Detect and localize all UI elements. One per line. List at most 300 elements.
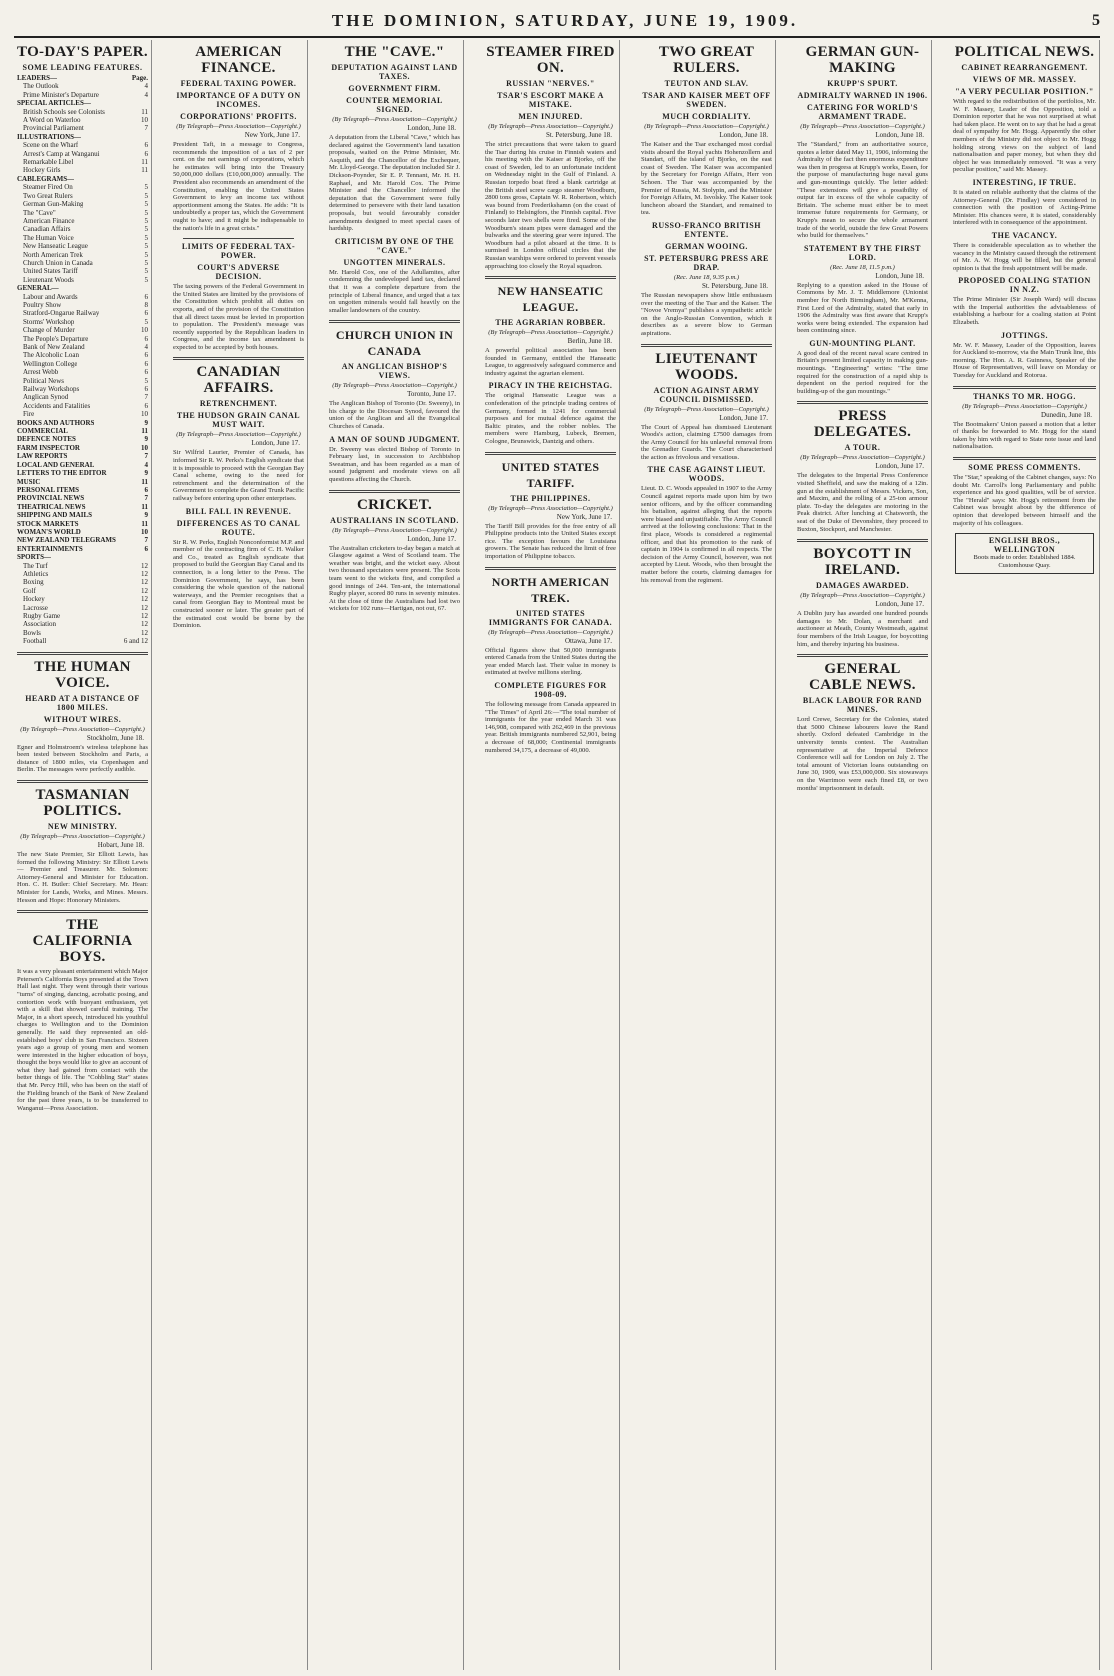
index-page: 7 (144, 494, 148, 503)
steamer-fired-heading: STEAMER FIRED ON. (486, 44, 615, 76)
index-entry (17, 469, 148, 477)
article-body: The new State Premier, Sir Elliott Lewis, has formed the following Ministry: Sir Elliott Lewis — Premier and Treasurer. Mr. Solomon: Attorney-General and Minister for Education. Hon. C. H. Butler: Chief Secretary. Mr. Hean: Minister for Lands, Works, and Mines. Messrs. Hesson and Hope: Honorary Ministers. (17, 851, 148, 904)
index-page: 5 (144, 275, 148, 284)
dateline: London, June 18. (875, 131, 924, 139)
divider (329, 320, 460, 323)
dateline: Stockholm, June 18. (86, 733, 144, 742)
subheading: CRITICISM BY ONE OF THE "CAVE." (334, 236, 455, 255)
index-page: 10 (141, 410, 148, 419)
article-body: President Taft, in a message to Congress, recommends the imposition of a tax of 2 per cent. on the net earnings of corporations, which he estimates will bring into the Treasury 50,000,000 dollars (£10,000,000) annually. The President also recommends an amendment of the Constitution, enabling the United States Government to levy an income tax without apportionment among the States. He adds: "It is undoubtedly a proper tax, which the Government ought to have; and it might be indispensable to the nation's life in a great crisis." (173, 141, 304, 232)
subheading: A TOUR. (844, 443, 881, 453)
index-page: 4 (144, 343, 148, 351)
index-label: The "Cave" (23, 208, 56, 217)
canadian-affairs-heading: CANADIAN AFFAIRS. (196, 364, 281, 397)
dateline: Ottawa, June 17. (564, 636, 612, 645)
credit-line: (By Telegraph—Press Association—Copyright.) (800, 592, 925, 600)
human-voice-sub2: WITHOUT WIRES. (43, 714, 122, 724)
index-entry (17, 444, 148, 452)
index-page: 12 (141, 595, 148, 604)
divider (797, 654, 928, 657)
ad-title: ENGLISH BROS., WELLINGTON (988, 536, 1061, 554)
index-label: The Turf (23, 561, 48, 570)
index-page: 6 (144, 309, 148, 318)
article-body: The Australian cricketers to-day began a match at Glasgow against a West of Scotland team. The weather was bright, and the wicket easy. About two thousand spectators were present. The Scots team went to the wickets first, and compiled a good innings of 244. Ten-ant, the international Rugby player, scored 80 runs in seventy minutes. At the close of time the Australians had lost two wickets for 102 runs—Hartigan, not out, 67. (329, 544, 460, 613)
subheading: UNGOTTEN MINERALS. (343, 257, 446, 267)
article-body: The Tariff Bill provides for the free entry of all Philippine products into the United States except rice. The exception favours the Louisiana growers. The Senate has reduced the limit of free importation of Philippine tobacco. (485, 522, 616, 560)
index-page: 5 (144, 242, 148, 251)
index-page: 5 (144, 216, 148, 225)
index-entry (17, 343, 148, 351)
index-page: 7 (144, 393, 148, 402)
index-label: ENTERTAINMENTS (17, 544, 83, 553)
index-page: 4 (144, 460, 148, 469)
article-body: Egner and Holmstroem's wireless telephone has been tested between Stockholm and Paris, a distance of 1800 miles, via Copenhagen and Berlin. The messages were perfectly audible. (17, 743, 148, 774)
index-label: Arrest's Camp at Wanganui (23, 149, 100, 158)
index-entry (17, 419, 148, 427)
article-body: It was a very pleasant entertainment which Major Petersen's California Boys presented at the Town Hall last night. They went through their various "turns" of singing, dancing, acrobatic posing, and contortion work with buoyant enthusiasm, yet with a skill that showed careful training. The Major, in a short speech, introduced his youthful charges to Wellington and to the Dominion generally. He said they represented an old-established boys' club in San Francisco. Sixteen years ago a group of young men and women were interested in the higher education of boys, thought the boys would like to give an account of what they had gained from contact with the better things of life. The "Cohbling Star" states that Mr. Percy Hill, who has been on the staff of the Fielding branch of the Bank of New Zealand for the past three years, is to be transferred to Wanganui—Press Association. (17, 968, 148, 1112)
index-entry (17, 553, 148, 561)
index-page: 6 (144, 141, 148, 150)
index-page: 11 (141, 166, 148, 175)
index-page: 4 (144, 90, 148, 99)
cricket-heading: CRICKET. (356, 496, 433, 513)
features-subheading: SOME LEADING FEATURES. (22, 63, 143, 72)
index-entry (17, 150, 148, 158)
index-label: Accidents and Fatalities (23, 401, 91, 410)
index-entry (17, 595, 148, 603)
index-label: LEADERS— (17, 74, 58, 82)
index-page: 6 (144, 351, 148, 360)
index-entry (17, 192, 148, 200)
index-label: Anglican Synod (23, 393, 69, 402)
credit-line: (By Telegraph—Press Association—Copyright.) (332, 526, 457, 534)
index-page: 5 (144, 225, 148, 234)
index-entry (17, 108, 148, 116)
subheading: GERMAN WOOING. (665, 241, 748, 251)
index-label: FARM INSPECTOR (17, 443, 80, 452)
index-entry (17, 629, 148, 637)
index-label: WOMAN'S WORLD (17, 527, 81, 536)
index-entry (17, 486, 148, 494)
credit-line: (By Telegraph—Press Association—Copyright.) (176, 123, 301, 130)
index-entry (17, 259, 148, 267)
subheading: THE PHILIPPINES. (510, 493, 591, 503)
index-label: Rugby Game (23, 612, 61, 620)
political-news-heading: POLITICAL NEWS. (954, 44, 1095, 60)
index-page: 10 (141, 326, 148, 335)
index-label: Poultry Show (23, 300, 62, 309)
index-label: PERSONAL ITEMS (17, 485, 80, 494)
index-entry (17, 91, 148, 99)
article-body: Official figures show that 50,000 immigrants entered Canada from the United States during the year ended March last. Their value in money is estimated at twelve millions sterling. (485, 646, 616, 677)
article-body: The "Star," speaking of the Cabinet changes, says: No doubt Mr. Carroll's long Parliamentary and public experience and his good qualities, will be of service. The "Herald" says: Mr. Hogg's retirement from the Cabinet was brought about by the difference of opinion that developed between himself and the majority of his colleagues. (953, 474, 1096, 527)
article-body: A Dublin jury has awarded one hundred pounds damages to Mr. Dolan, a merchant and auctioneer at Meath, County Westmeath, against four members of the Irish League, for boycotting him, and thereby injuring his business. (797, 610, 928, 648)
index-page: 9 (144, 418, 148, 427)
index-page: 5 (144, 183, 148, 192)
index-page: 12 (141, 612, 148, 620)
dateline: London, June 17. (251, 439, 300, 448)
index-entry (17, 234, 148, 242)
index-label: Fire (23, 410, 35, 419)
column-3 (326, 40, 464, 1670)
article-body: The following message from Canada appeared in "The Times" of April 26:—"The total number of immigrants for the year ended March 31 was 146,908, compared with 262,469 in the previous year. British immigrants numbered 52,901, being a decrease of 68,000; Continental immigrants numbered 34,175, a decrease of 49,000. (485, 700, 616, 754)
index-label: NEW ZEALAND TELEGRAMS (17, 536, 116, 545)
divider (485, 567, 616, 570)
index-label: Stratford-Ongarue Railway (23, 309, 100, 318)
index-label: Remarkable Libel (23, 158, 74, 167)
index-page (146, 553, 148, 561)
dateline: London, June 17. (719, 413, 768, 422)
credit-line: (By Telegraph—Press Association—Copyright.) (488, 504, 613, 512)
us-tariff-heading: UNITED STATES TARIFF. (501, 459, 600, 490)
human-voice-heading: THE HUMAN VOICE. (34, 658, 131, 691)
index-label: Boxing (23, 578, 44, 587)
index-label: Two Great Rulers (23, 191, 73, 200)
index-page: 10 (141, 527, 148, 536)
subheading: DIFFERENCES AS TO CANAL ROUTE. (176, 518, 301, 537)
subheading: A MAN OF SOUND JUDGMENT. (329, 434, 460, 444)
index-page: 9 (144, 511, 148, 520)
index-entry (17, 82, 148, 90)
article-body: The Kaiser and the Tsar exchanged most cordial visits aboard the Royal yachts Hohenzollern and Standart, off the island of Bjorko, on the east coast of Sweden. The Kaiser was accompanied by the Secretary for Foreign Affairs, Herr von Schoen. The Tsar was accompanied by the Premier of Russia, M. Stolypin, and the Minister for Foreign Affairs, M. Isvolsky. The Kaiser took luncheon aboard the Standart, and remained to tea. (641, 141, 772, 217)
subheading: ADMIRALTY WARNED IN 1906. (797, 91, 928, 100)
index-page: 7 (144, 536, 148, 545)
index-page: 7 (144, 452, 148, 461)
index-entry (17, 427, 148, 435)
index-entry (17, 124, 148, 132)
credit-line: (By Telegraph—Press Association—Copyright.) (20, 833, 145, 840)
dateline: St. Petersburg, June 18. (702, 281, 768, 290)
subheading: THE CASE AGAINST LIEUT. WOODS. (647, 465, 766, 484)
subheading: LIMITS OF FEDERAL TAX-POWER. (181, 242, 296, 261)
boycott-heading: BOYCOTT IN IRELAND. (813, 546, 912, 579)
credit-line: (By Telegraph—Press Association—Copyright.) (488, 123, 613, 130)
index-label: The Human Voice (23, 233, 74, 242)
index-page: 12 (141, 620, 148, 629)
credit-line: (By Telegraph—Press Association—Copyright.) (176, 431, 301, 439)
index-entry (17, 435, 148, 443)
subheading: ACTION AGAINST ARMY COUNCIL DISMISSED. (653, 385, 760, 404)
index-page: 7 (144, 124, 148, 133)
index-page: 6 (144, 485, 148, 494)
credit-line: (By Telegraph—Press Association—Copyright.) (644, 405, 769, 413)
index-page: 5 (144, 258, 148, 267)
index-entry (17, 318, 148, 326)
index-label: German Gun-Making (23, 200, 84, 209)
divider (953, 457, 1096, 460)
index-label: Lieutenant Woods (23, 275, 74, 284)
index-page: 12 (141, 569, 148, 578)
credit-line: (By Telegraph—Press Association—Copyright.) (800, 123, 925, 130)
index-page: 5 (144, 191, 148, 200)
index-label: LOCAL AND GENERAL (17, 460, 95, 469)
article-body: Dr. Sweeny was elected Bishop of Toronto in February last, in succession to Archbishop Sweatman, and has been regarded as a man of sound judgment and moderate views on all questions affecting the Church. (329, 445, 460, 484)
article-body: A good deal of the recent naval scare centred in Britain's present limited capacity in making gun-mountings. "Engineering" writes: "The time required for the construction of a rapid ship is dependent on the period required for the building-up of the gun mountings." (797, 349, 928, 395)
index-page: 11 (141, 158, 148, 167)
credit-line: (By Telegraph—Press Association—Copyright.) (488, 329, 613, 337)
index-entry (17, 242, 148, 250)
index-page: 11 (141, 502, 148, 511)
subheading: CORPORATIONS' PROFITS. (180, 112, 297, 121)
index-entry (17, 393, 148, 401)
article-body: A deputation from the Liberal "Cave," which has declared against the Government's land taxation proposals, waited on the Prime Minister, Mr. Asquith, and the Chancellor of the Exchequer, Mr. Lloyd-George. The deputation included Sir J. Dickson-Poynder, Sir E. P. Tennant, Mr. H. H. Raphael, and Mr. Harold Cox. The Prime Minister and the Chancellor informed the deputation that the Government were fully determined to persevere with their land taxation proposals, but would favourably consider amendments designed to meet special cases of hardship. (329, 134, 460, 233)
credit-line: (By Telegraph—Press Association—Copyright.) (962, 402, 1087, 410)
index-page: 5 (144, 250, 148, 259)
index-label: United States Tariff (23, 267, 78, 276)
index-entry (17, 99, 148, 107)
index-page: 11 (141, 519, 148, 528)
index-label: Golf (23, 586, 36, 595)
index-page: 12 (141, 603, 148, 612)
article-body: Sir Wilfrid Laurier, Premier of Canada, has informed Sir R. W. Perks's English syndicate that it is impossible to proceed with the Georgian Bay Canal scheme, owing to the need for retrenchment and the determination of the Government to complete the Grand Trunk Pacific railway before entering upon other enterprises. (173, 449, 304, 503)
index-entry (17, 385, 148, 393)
divider (329, 490, 460, 493)
german-gun-heading: GERMAN GUN-MAKING (805, 44, 920, 76)
dateline: New York, June 17. (556, 512, 612, 521)
divider (485, 276, 616, 279)
index-entry (17, 536, 148, 544)
credit-line: (By Telegraph—Press Association—Copyright.) (332, 382, 457, 390)
press-delegates-heading: PRESS DELEGATES. (813, 408, 912, 441)
index-page: 12 (141, 561, 148, 570)
index-label: Bank of New Zealand (23, 343, 85, 351)
index-entry (17, 494, 148, 502)
article-body: The delegates to the Imperial Press Conference visited Sheffield, and saw the making of a 12in. gun at the establishment of Messrs. Vickers, Son, and Maxim, and the rolling of a 25-ton armour plate. To-day the delegates are motoring in the Peak district. After lunching at Chatsworth, the seat of the Duke of Devonshire, they proceed to Buxton, Stockport, and Manchester. (797, 472, 928, 533)
index-page: 6 (144, 334, 148, 343)
article-body: Mr. Harold Cox, one of the Adullamites, after condemning the undeveloped land tax, declared that it was a complete departure from the principle of Liberal finance, and urged that a tax on ungotten minerals would fall heavily on the smaller landowners of the country. (329, 268, 460, 314)
index-page: 12 (141, 628, 148, 637)
index-label: MUSIC (17, 477, 41, 486)
index-label: DEFENCE NOTES (17, 435, 76, 444)
index-label: SHIPPING AND MAILS (17, 511, 93, 520)
index-page: 5 (144, 200, 148, 209)
index-page: 6 (144, 292, 148, 301)
index-page: 11 (141, 107, 148, 116)
index-entry (17, 175, 148, 183)
index-page: 10 (141, 443, 148, 452)
subheading: TEUTON AND SLAV. (664, 79, 749, 88)
index-page: 11 (141, 427, 148, 436)
index-page: Page. (131, 74, 148, 82)
ad-text: Boots made to order. Established 1884. Customhouse Quay. (973, 554, 1076, 569)
column-7 (950, 40, 1100, 1670)
article-body: Lord Crewe, Secretary for the Colonies, stated that 5000 Chinese labourers leave the Rand shortly. Oxford defeated Cambridge in the university tennis contest. The Australian representative at the Imperial Defence Conference will sail for London on July 2. The total amount of Victorian loans outstanding on June 30, 1909, was £53,000,000. Six stowaways on the Warrimoo were each fined £8, or two months' imprisonment in default. (797, 716, 928, 792)
article-body: Sir R. W. Perks, English Nonconformist M.P. and member of the contracting firm of C. H. Walker and Co., treated as English syndicate that proposed to build the Georgian Bay Canal and its connection, is a long letter to the Press. The Dominion Government, he says, has been considering the whole question of the national waterways, and the Premier recognises that a canal from Georgian Bay to Montreal must be constructed sooner or later. The greater part of the estimated cost would be borne by the Dominion. (173, 538, 304, 630)
index-label: Prime Minister's Departure (23, 90, 99, 99)
index-entry (17, 301, 148, 309)
index-entry (17, 225, 148, 233)
subheading: COMPLETE FIGURES FOR 1908-09. (494, 680, 607, 699)
credit-line: (Rec. June 18, 11.5 p.m.) (830, 263, 895, 271)
index-label: Athletics (23, 569, 49, 578)
hanseatic-heading: NEW HANSEATIC LEAGUE. (497, 284, 604, 315)
index-label: CABLEGRAMS— (17, 174, 75, 183)
subheading: RETRENCHMENT. (199, 399, 278, 409)
subheading: TSAR'S ESCORT MAKE A MISTAKE. (497, 91, 604, 109)
index-entry (17, 377, 148, 385)
church-union-heading: CHURCH UNION IN CANADA (335, 328, 454, 359)
index-entry (17, 620, 148, 628)
index-entry (17, 335, 148, 343)
article-body: The Anglican Bishop of Toronto (Dr. Sweeny), in his charge to the Diocesan Synod, favoured the union of the Anglican and all the Evangelical Churches of Canada. (329, 400, 460, 431)
credit-line: (By Telegraph—Press Association—Copyright.) (800, 454, 925, 462)
subheading: GOVERNMENT FIRM. (348, 84, 441, 93)
index-label: Political News (23, 376, 65, 385)
subheading: "A VERY PECULIAR POSITION." (955, 87, 1094, 96)
index-entry (17, 74, 148, 82)
index-entry (17, 158, 148, 166)
index-page: 6 (144, 401, 148, 410)
subheading: VIEWS OF MR. MASSEY. (972, 75, 1077, 84)
article-body: A powerful political association has been founded in Germany, entitled the Hanseatic League, to aggressively safeguard commerce and industry against the agrarian element. (485, 347, 616, 377)
index-page (146, 284, 148, 292)
column-4 (482, 40, 620, 1670)
index-label: SPORTS— (17, 553, 51, 562)
cable-news-heading: GENERAL CABLE NEWS. (809, 661, 916, 694)
subheading: BILL FALL IN REVENUE. (185, 506, 292, 516)
index-entry (17, 133, 148, 141)
subheading: MUCH CORDIALITY. (662, 112, 751, 121)
index-label: British Schools see Colonists (23, 107, 105, 116)
index-entry (17, 326, 148, 334)
subheading: THE HUDSON GRAIN CANAL MUST WAIT. (176, 411, 301, 430)
divider (797, 401, 928, 404)
index-label: LAW REPORTS (17, 452, 68, 461)
index-label: Hockey Girls (23, 166, 61, 175)
divider (641, 344, 772, 347)
index-entry (17, 578, 148, 586)
divider (17, 910, 148, 913)
divider (485, 452, 616, 455)
index-entry (17, 166, 148, 174)
subheading: PIRACY IN THE REICHSTAG. (488, 381, 613, 391)
index-entry (17, 612, 148, 620)
north-american-trek-heading: NORTH AMERICAN TREK. (491, 574, 610, 605)
page-number: 5 (1091, 12, 1100, 29)
index-page: 5 (144, 267, 148, 276)
article-body: The Prime Minister (Sir Joseph Ward) will discuss with the Imperial authorities the advisableness of establishing a harbour for a coaling station at Point Elizabeth. (953, 296, 1096, 327)
article-body: The Russian newspapers show little enthusiasm over the meeting of the Tsar and the Kaiser. The "Novoe Vremya" publishes a sympathetic article on the Anglo-Russian Convention, which it describes as a severe blow to German aspirations. (641, 291, 772, 337)
subheading: UNITED STATES IMMIGRANTS FOR CANADA. (488, 608, 613, 627)
subheading: AN ANGLICAN BISHOP'S VIEWS. (341, 362, 448, 381)
index-entry (17, 183, 148, 191)
subheading: THE AGRARIAN ROBBER. (495, 318, 606, 328)
index-label: The Outlook (23, 82, 59, 91)
subheading: FEDERAL TAXING POWER. (180, 79, 297, 88)
subheading: CATERING FOR WORLD'S ARMAMENT TRADE. (806, 103, 919, 121)
dateline: London, June 17. (875, 600, 924, 609)
subheading: TSAR AND KAISER MEET OFF SWEDEN. (642, 91, 771, 109)
credit-line: (By Telegraph—Press Association—Copyright.) (332, 116, 457, 123)
california-heading: THE CALIFORNIA BOYS. (32, 917, 133, 966)
index-label: Scene on the Wharf (23, 141, 79, 150)
dateline: London, June 17. (875, 462, 924, 471)
index-entry (17, 637, 148, 645)
index-page: 6 (144, 544, 148, 553)
dateline: Hobart, June 18. (97, 841, 144, 849)
tasmanian-sub: NEW MINISTRY. (47, 822, 118, 831)
index-entry (17, 478, 148, 486)
column-5 (638, 40, 776, 1670)
index-label: Association (23, 620, 57, 629)
index-label: ILLUSTRATIONS— (17, 132, 82, 141)
dateline: London, June 18. (719, 131, 768, 139)
dateline: Dunedin, June 18. (1041, 410, 1092, 419)
index-entry (17, 141, 148, 149)
subheading: DAMAGES AWARDED. (816, 581, 909, 591)
index-page (146, 175, 148, 183)
index-page: 6 (144, 359, 148, 368)
cave-heading: THE "CAVE." (344, 44, 445, 60)
index-entry (17, 360, 148, 368)
index-label: Steamer Fired On (23, 183, 73, 192)
index-label: Lacrosse (23, 603, 48, 612)
subheading: MEN INJURED. (518, 112, 583, 121)
subheading: CABINET REARRANGEMENT. (961, 63, 1088, 72)
index-entry (17, 368, 148, 376)
index-label: Railway Workshops (23, 385, 80, 394)
index-page (146, 133, 148, 141)
index-entry (17, 284, 148, 292)
index-entry (17, 604, 148, 612)
index-label: LETTERS TO THE EDITOR (17, 469, 107, 478)
lieutenant-woods-heading: LIEUTENANT WOODS. (655, 350, 758, 383)
index-page: 5 (144, 317, 148, 326)
subheading: COUNTER MEMORIAL SIGNED. (346, 96, 443, 114)
index-label: New Hanseatic League (23, 242, 88, 251)
index-page: 5 (144, 208, 148, 217)
index-label: COMMERCIAL (17, 427, 68, 436)
human-voice-sub1: HEARD AT A DISTANCE OF 1800 MILES. (25, 693, 140, 712)
dateline: Berlin, June 18. (567, 337, 612, 346)
subheading: IMPORTANCE OF A DUTY ON INCOMES. (176, 91, 301, 109)
column-2 (170, 40, 308, 1670)
subheading: KRUPP'S SPURT. (827, 79, 898, 88)
index-entry (17, 209, 148, 217)
index-entry (17, 562, 148, 570)
index-page: 6 (144, 149, 148, 158)
divider (183, 238, 294, 239)
divider (17, 652, 148, 655)
index-label: BOOKS AND AUTHORS (17, 418, 95, 427)
dateline: London, June 17. (407, 534, 456, 543)
index-page: 5 (144, 233, 148, 242)
index-page: 9 (144, 469, 148, 478)
article-body: It is stated on reliable authority that the claims of the Attorney-General (Dr. Findlay) were considered in connection with the position of Acting-Prime Minister. His chances were, it is stated, considerably interfered with in consequence of the appointment. (953, 188, 1096, 227)
subheading: DEPUTATION AGAINST LAND TAXES. (331, 63, 458, 81)
credit-line: (By Telegraph—Press Association—Copyright.) (488, 628, 613, 636)
index-label: Provincial Parliament (23, 124, 84, 133)
article-body: The Bootmakers' Union passed a motion that a letter of thanks be forwarded to Mr. Hogg for the stand taken by him with regard to State note issue and land nationalisation. (953, 420, 1096, 451)
index-entry (17, 570, 148, 578)
index-label: SPECIAL ARTICLES— (17, 99, 91, 108)
subheading: AUSTRALIANS IN SCOTLAND. (330, 515, 459, 525)
article-body: With regard to the redistribution of the portfolios, Mr. W. F. Massey, Leader of the Opposition, told a Dominion reporter that he was not surprised at what had taken place. He went on to say that he had a great deal of sympathy for Mr. Hogg. Apparently the other members of the Ministry did not object to Mr. Hogg holding strong views on the subject of land nationalisation and paper money, but when they did object he was immediately removed. "It was a very peculiar position," said Mr. Massey. (953, 98, 1096, 174)
article-body: The Court of Appeal has dismissed Lieutenant Woods's action, claiming £7500 damages from the Army Council for his unlawful removal from the Grenadier Guards. The Court characterised the action as frivolous and vexatious. (641, 423, 772, 461)
subheading: GUN-MOUNTING PLANT. (809, 338, 916, 348)
index-entry (17, 116, 148, 124)
index-label: Storms' Workshop (23, 317, 75, 326)
subheading: STATEMENT BY THE FIRST LORD. (803, 243, 922, 262)
index-page: 6 (144, 385, 148, 394)
index-entry (17, 217, 148, 225)
index-label: The People's Departure (23, 334, 89, 343)
index-label: Wellington College (23, 359, 78, 368)
index-label: STOCK MARKETS (17, 519, 79, 528)
article-body: There is considerable speculation as to whether the vacancy in the Ministry caused through the retirement of Mr. A. W. Hogg will be filled, but the general opinion is that the fresh appointment will be made. (953, 241, 1096, 272)
divider (17, 780, 148, 783)
column-6 (794, 40, 932, 1670)
